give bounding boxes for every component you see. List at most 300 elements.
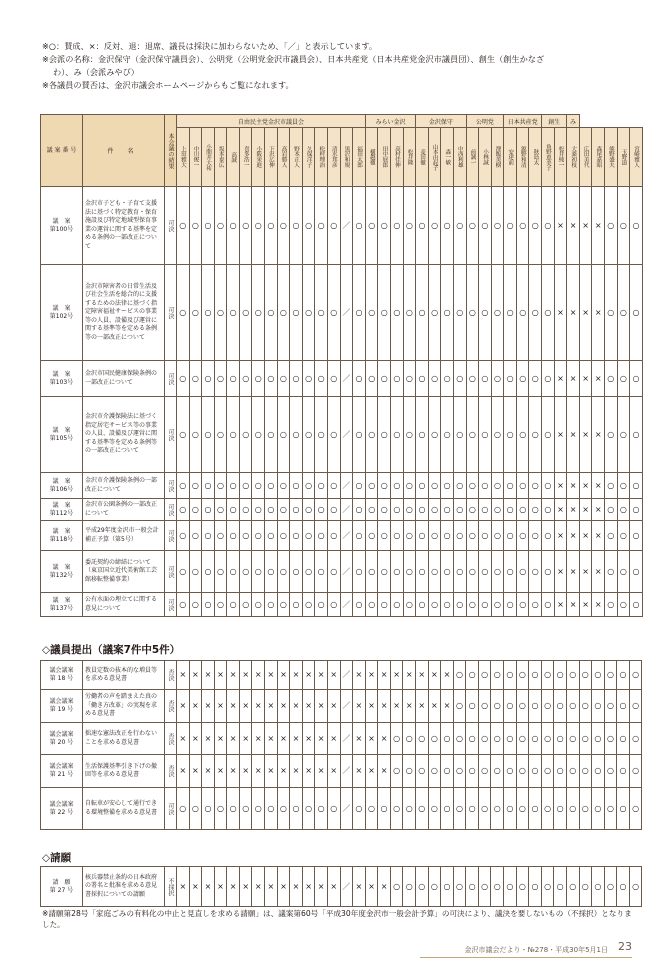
vote-mark: ○ (630, 593, 643, 617)
vote-mark: ○ (290, 499, 303, 521)
vote-mark: ○ (466, 593, 479, 617)
vote-mark: × (189, 755, 202, 788)
vote-mark: ○ (554, 755, 567, 788)
vote-mark: ○ (466, 187, 479, 265)
vote-mark: × (239, 867, 252, 907)
vote-mark: ○ (617, 661, 630, 690)
vote-mark: ○ (542, 499, 555, 521)
party-header: 日本共産党 (504, 115, 542, 128)
vote-mark: ○ (290, 397, 303, 473)
vote-mark: ○ (441, 723, 454, 755)
vote-mark: × (579, 265, 592, 361)
vote-mark: ○ (189, 593, 202, 617)
vote-mark: ○ (630, 265, 643, 361)
vote-mark: ○ (327, 521, 340, 551)
vote-mark: ○ (453, 499, 466, 521)
vote-mark: × (177, 661, 190, 690)
vote-mark: ○ (453, 755, 466, 788)
vote-mark: × (302, 661, 315, 690)
vote-mark: × (428, 661, 441, 690)
vote-mark: ○ (479, 473, 492, 499)
vote-mark: ○ (441, 499, 454, 521)
member-name: 玉野道 (617, 128, 630, 187)
vote-mark: ○ (542, 361, 555, 397)
vote-mark: ○ (189, 788, 202, 830)
vote-mark: ○ (491, 788, 504, 830)
vote-mark: ○ (315, 499, 328, 521)
vote-mark: ○ (214, 361, 227, 397)
vote-mark: ○ (353, 499, 366, 521)
vote-mark: × (567, 187, 580, 265)
vote-mark: ○ (516, 397, 529, 473)
table-row (41, 788, 642, 830)
footer-rule (420, 957, 632, 958)
vote-mark: × (353, 723, 366, 755)
vote-mark: ○ (617, 361, 630, 397)
vote-mark: ○ (365, 187, 378, 265)
vote-mark: ○ (604, 397, 617, 473)
vote-mark: × (252, 723, 265, 755)
vote-mark: ○ (227, 473, 240, 499)
vote-mark: ○ (453, 723, 466, 755)
bill-title: 平成29年度金沢市一般会計補正予算（第5号） (83, 521, 165, 551)
vote-mark: ○ (604, 265, 617, 361)
vote-mark: ○ (302, 397, 315, 473)
bill-title: 生活保護基準引き下げの撤回等を求める意見書 (83, 755, 165, 788)
bill-number: 議 案 第137号 (41, 593, 83, 617)
vote-mark: ○ (315, 473, 328, 499)
vote-mark: × (327, 661, 340, 690)
vote-mark: ○ (529, 593, 542, 617)
party-header: 公明党 (466, 115, 504, 128)
bill-number: 議 案 第100号 (41, 187, 83, 265)
vote-mark: ○ (177, 593, 190, 617)
member-name: 横越徹 (365, 128, 378, 187)
vote-mark: ○ (302, 788, 315, 830)
vote-mark: ○ (214, 788, 227, 830)
vote-mark: ○ (290, 187, 303, 265)
vote-mark: ○ (239, 361, 252, 397)
party-header: み (567, 115, 580, 128)
vote-mark: ○ (277, 187, 290, 265)
bill-number: 議会議案 第 20 号 (41, 723, 83, 755)
vote-mark: × (390, 661, 403, 690)
member-name: 源野和清 (516, 128, 529, 187)
vote-mark: ○ (378, 397, 391, 473)
vote-mark: × (315, 867, 328, 907)
vote-mark: ○ (390, 788, 403, 830)
vote-mark: ○ (504, 723, 517, 755)
vote-mark: ○ (403, 397, 416, 473)
vote-mark: ○ (579, 690, 592, 723)
result: 否決 (165, 661, 177, 690)
vote-mark: ○ (202, 593, 215, 617)
vote-mark: ○ (554, 788, 567, 830)
vote-mark: × (579, 473, 592, 499)
vote-mark: × (441, 661, 454, 690)
vote-mark: × (415, 690, 428, 723)
vote-mark: ○ (504, 521, 517, 551)
vote-mark: × (327, 867, 340, 907)
vote-mark: × (214, 723, 227, 755)
vote-mark: ○ (403, 551, 416, 593)
vote-mark: ○ (378, 788, 391, 830)
vote-mark: ○ (277, 499, 290, 521)
page-footer: 金沢市議会だより・№278・平成30年5月1日 (464, 946, 608, 954)
vote-mark: ○ (365, 551, 378, 593)
vote-mark: ○ (479, 397, 492, 473)
vote-mark: ○ (630, 473, 643, 499)
vote-mark: ○ (542, 187, 555, 265)
result: 可決 (165, 397, 177, 473)
vote-mark: ○ (365, 593, 378, 617)
member-bills-table (40, 660, 642, 830)
vote-mark: ○ (478, 661, 491, 690)
vote-mark: ○ (466, 397, 479, 473)
vote-mark: ○ (227, 187, 240, 265)
vote-mark: ○ (290, 593, 303, 617)
vote-mark: ○ (265, 265, 278, 361)
vote-mark: ○ (453, 788, 466, 830)
vote-mark: ○ (478, 723, 491, 755)
vote-mark: ○ (479, 521, 492, 551)
bill-title: 拙速な憲法改正を行わないことを求める意見書 (83, 723, 165, 755)
vote-mark: × (567, 265, 580, 361)
vote-mark: ○ (365, 361, 378, 397)
vote-mark: ○ (629, 755, 642, 788)
vote-mark: ○ (479, 187, 492, 265)
result: 可決 (165, 551, 177, 593)
vote-mark: ○ (239, 473, 252, 499)
vote-mark: ／ (340, 723, 353, 755)
vote-mark: ○ (353, 473, 366, 499)
vote-mark: × (302, 755, 315, 788)
vote-mark: ○ (516, 499, 529, 521)
vote-mark: ○ (365, 499, 378, 521)
member-name: 澤飯英樹 (491, 128, 504, 187)
vote-mark: ○ (453, 867, 466, 907)
bill-title: 委託契約の締結について（東京国立近代美術館工芸館移転整備事業） (83, 551, 165, 593)
vote-mark: ○ (579, 755, 592, 788)
vote-mark: × (554, 361, 567, 397)
section-petitions: ◇請願 (42, 852, 72, 864)
vote-mark: ○ (202, 499, 215, 521)
vote-mark: ○ (390, 723, 403, 755)
vote-mark: ○ (542, 551, 555, 593)
member-name: 熊野盛夫 (604, 128, 617, 187)
vote-mark: ○ (302, 187, 315, 265)
table-row (41, 867, 642, 907)
result: 否決 (165, 755, 177, 788)
vote-mark: ○ (554, 723, 567, 755)
vote-mark: ○ (491, 867, 504, 907)
vote-mark: ○ (353, 788, 366, 830)
bill-number: 議 案 第102号 (41, 265, 83, 361)
vote-mark: ○ (566, 661, 579, 690)
vote-mark: ○ (239, 593, 252, 617)
vote-mark: ○ (604, 473, 617, 499)
vote-mark: × (302, 867, 315, 907)
vote-mark: × (579, 397, 592, 473)
vote-mark: ／ (340, 755, 353, 788)
vote-mark: ○ (290, 361, 303, 397)
party-header: みらい金沢 (365, 115, 415, 128)
member-name: 大桑初枝 (567, 128, 580, 187)
table-row (41, 473, 643, 499)
vote-mark: ○ (466, 265, 479, 361)
vote-mark: ○ (491, 187, 504, 265)
vote-mark: ○ (491, 661, 504, 690)
vote-mark: ○ (479, 593, 492, 617)
vote-mark: ○ (252, 551, 265, 593)
member-name: 広田美代 (579, 128, 592, 187)
vote-mark: ○ (189, 265, 202, 361)
vote-mark: ○ (491, 499, 504, 521)
vote-mark: ○ (277, 551, 290, 593)
result: 可決 (165, 593, 177, 617)
vote-mark: ○ (504, 690, 517, 723)
vote-mark: ○ (365, 788, 378, 830)
vote-mark: ○ (579, 661, 592, 690)
vote-mark: × (403, 690, 416, 723)
vote-mark: × (277, 723, 290, 755)
vote-mark: ○ (604, 187, 617, 265)
vote-mark: × (554, 265, 567, 361)
result: 可決 (165, 788, 177, 830)
vote-mark: × (554, 397, 567, 473)
vote-mark: × (378, 867, 391, 907)
vote-mark: ○ (441, 361, 454, 397)
vote-mark: ／ (340, 361, 353, 397)
vote-mark: × (592, 265, 605, 361)
vote-mark: ○ (629, 723, 642, 755)
vote-mark: ○ (579, 788, 592, 830)
vote-mark: ○ (265, 397, 278, 473)
vote-mark: ○ (202, 473, 215, 499)
vote-mark: × (252, 661, 265, 690)
vote-mark: × (265, 690, 278, 723)
vote-mark: ○ (252, 788, 265, 830)
vote-mark: ○ (428, 723, 441, 755)
bill-title: 金沢市介護保険条例の一部改正について (83, 473, 165, 499)
vote-mark: ○ (202, 551, 215, 593)
vote-mark: ○ (227, 551, 240, 593)
result: 否決 (165, 690, 177, 723)
vote-mark: ○ (315, 397, 328, 473)
vote-mark: ○ (214, 397, 227, 473)
vote-mark: ○ (290, 521, 303, 551)
vote-mark: ○ (478, 788, 491, 830)
vote-mark: ○ (327, 187, 340, 265)
vote-mark: ○ (441, 397, 454, 473)
table-row (41, 661, 642, 690)
vote-mark: × (579, 593, 592, 617)
vote-mark: ○ (428, 551, 441, 593)
vote-mark: ○ (177, 473, 190, 499)
member-name: 福田太郎 (353, 128, 366, 187)
bill-number: 議 案 第132号 (41, 551, 83, 593)
member-name: 前誠一 (466, 128, 479, 187)
vote-mark: × (403, 661, 416, 690)
vote-mark: ／ (340, 265, 353, 361)
vote-mark: ○ (189, 397, 202, 473)
vote-mark: ○ (315, 593, 328, 617)
vote-mark: ○ (504, 361, 517, 397)
vote-mark: ○ (277, 593, 290, 617)
bill-number: 議 案 第106号 (41, 473, 83, 499)
vote-mark: × (567, 397, 580, 473)
vote-mark: ○ (428, 499, 441, 521)
vote-mark: ○ (629, 788, 642, 830)
vote-mark: ○ (529, 723, 542, 755)
vote-mark: ○ (277, 521, 290, 551)
member-name: 松村理治 (315, 128, 328, 187)
vote-mark: ○ (277, 788, 290, 830)
member-name: 森尾嘉昭 (592, 128, 605, 187)
note-line: ※○：賛成、×：反対、退：退席、議長は採決に加わらないため、「／」と表示しています。 (42, 41, 378, 51)
vote-mark: ○ (491, 551, 504, 593)
vote-mark: ○ (302, 593, 315, 617)
vote-mark: ○ (227, 361, 240, 397)
member-name: 秋島太 (529, 128, 542, 187)
vote-mark: ○ (479, 361, 492, 397)
note-line: わ）、み（会派みやび） (53, 67, 139, 77)
vote-mark: ○ (378, 187, 391, 265)
bill-number: 議会議案 第 19 号 (41, 690, 83, 723)
vote-mark: × (315, 690, 328, 723)
vote-mark: ○ (516, 521, 529, 551)
vote-mark: ○ (428, 593, 441, 617)
vote-mark: ○ (252, 187, 265, 265)
vote-mark: × (227, 690, 240, 723)
vote-mark: ○ (302, 473, 315, 499)
vote-mark: ○ (265, 551, 278, 593)
table-row (41, 187, 643, 265)
vote-mark: × (327, 723, 340, 755)
vote-mark: × (554, 521, 567, 551)
page-number: 23 (618, 940, 632, 953)
vote-mark: ○ (239, 499, 252, 521)
footnote: ※請願第28号「家庭ごみの有料化の中止と見直しを求める請願」は、議案第60号「平成30年度金沢市一般会計予算」の可決により、議決を要しないもの（不採択）となりました。 (42, 909, 632, 929)
section-member-bills: ◇議員提出（議案7件中5件） (42, 644, 181, 656)
vote-mark: × (365, 723, 378, 755)
bill-title: 金沢市国民健康保険条例の一部改正について (83, 361, 165, 397)
vote-mark: ○ (214, 473, 227, 499)
vote-mark: ○ (579, 867, 592, 907)
vote-mark: ○ (453, 521, 466, 551)
vote-mark: ○ (239, 397, 252, 473)
vote-mark: ○ (566, 788, 579, 830)
vote-mark: ○ (177, 361, 190, 397)
vote-mark: ○ (390, 867, 403, 907)
vote-mark: ○ (491, 397, 504, 473)
bill-title: 労働者の声を踏まえた真の「働き方改革」の実現を求める意見書 (83, 690, 165, 723)
vote-mark: ○ (529, 265, 542, 361)
result: 可決 (165, 499, 177, 521)
vote-mark: ○ (529, 521, 542, 551)
member-name: 角野恵美子 (542, 128, 555, 187)
member-name: 坂本泰広 (214, 128, 227, 187)
vote-mark: × (252, 755, 265, 788)
vote-mark: ○ (239, 521, 252, 551)
vote-mark: × (378, 661, 391, 690)
vote-mark: ○ (227, 397, 240, 473)
vote-mark: ○ (466, 499, 479, 521)
vote-mark: ○ (403, 788, 416, 830)
bill-title: 金沢市子ども・子育て支援法に基づく特定教育・保育施設及び特定地域型保育事業の運営に関する基準を定める条例の一部改正について (83, 187, 165, 265)
vote-mark: ／ (340, 661, 353, 690)
vote-mark: × (202, 661, 215, 690)
vote-mark: × (239, 723, 252, 755)
vote-mark: ○ (315, 521, 328, 551)
vote-mark: ○ (566, 755, 579, 788)
vote-mark: ○ (617, 788, 630, 830)
result: 可決 (165, 473, 177, 499)
vote-mark: × (177, 723, 190, 755)
vote-mark: ○ (441, 755, 454, 788)
vote-mark: ○ (416, 187, 429, 265)
vote-mark: ○ (529, 499, 542, 521)
vote-mark: ○ (466, 361, 479, 397)
vote-mark: ○ (202, 187, 215, 265)
vote-mark: ○ (415, 755, 428, 788)
vote-mark: ○ (202, 521, 215, 551)
vote-mark: ○ (466, 788, 479, 830)
vote-mark: ○ (604, 499, 617, 521)
vote-mark: × (227, 755, 240, 788)
vote-mark: ○ (416, 499, 429, 521)
vote-mark: ○ (617, 265, 630, 361)
vote-mark: ○ (617, 551, 630, 593)
vote-mark: ○ (629, 867, 642, 907)
vote-mark: ○ (491, 473, 504, 499)
vote-mark: × (554, 187, 567, 265)
vote-mark: × (202, 867, 215, 907)
vote-mark: ○ (428, 755, 441, 788)
vote-mark: ○ (542, 473, 555, 499)
vote-mark: × (554, 499, 567, 521)
vote-mark: ○ (415, 867, 428, 907)
vote-mark: × (177, 867, 190, 907)
vote-mark: ○ (529, 788, 542, 830)
vote-mark: × (239, 755, 252, 788)
vote-mark: ○ (453, 473, 466, 499)
vote-mark: × (265, 755, 278, 788)
vote-mark: ○ (516, 661, 529, 690)
vote-mark: ○ (277, 361, 290, 397)
vote-mark: ○ (529, 397, 542, 473)
vote-mark: ○ (617, 187, 630, 265)
vote-mark: ○ (542, 593, 555, 617)
vote-mark: ○ (416, 521, 429, 551)
vote-mark: × (315, 755, 328, 788)
vote-mark: × (277, 755, 290, 788)
vote-mark: ○ (202, 361, 215, 397)
result: 可決 (165, 521, 177, 551)
member-name: 高岩勝人 (277, 128, 290, 187)
vote-mark: ○ (491, 723, 504, 755)
vote-mark: ○ (604, 690, 617, 723)
vote-mark: ／ (340, 473, 353, 499)
vote-mark: ○ (290, 788, 303, 830)
vote-mark: × (353, 755, 366, 788)
vote-mark: × (265, 723, 278, 755)
vote-mark: × (214, 690, 227, 723)
vote-mark: ○ (416, 265, 429, 361)
vote-mark: × (592, 187, 605, 265)
member-name: 小阪栄進 (252, 128, 265, 187)
vote-mark: ○ (453, 551, 466, 593)
